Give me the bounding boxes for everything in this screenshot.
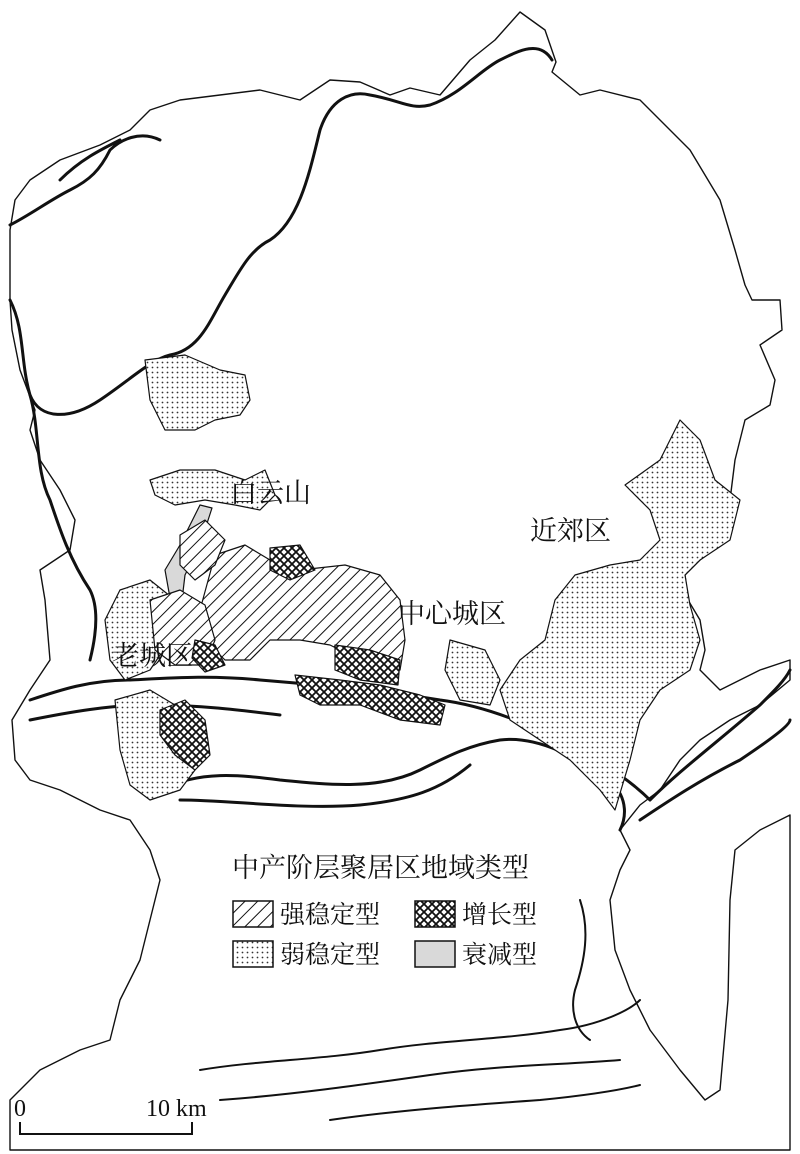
river-north-west: [10, 48, 552, 414]
legend-label-decline: 衰减型: [462, 940, 538, 969]
legend-swatch-weak-stable: [233, 941, 273, 967]
label-suburb: 近郊区: [530, 516, 611, 547]
label-central-city: 中心城区: [398, 599, 506, 630]
river-west-down: [30, 395, 96, 660]
legend-label-growth: 增长型: [462, 900, 538, 929]
legend-title: 中产阶层聚居区地域类型: [232, 853, 529, 884]
scale-start-label: 0: [14, 1096, 26, 1122]
label-old-city: 老城区: [112, 641, 193, 672]
legend-label-strong-stable: 强稳定型: [280, 900, 381, 929]
scale-bar-line: [20, 1122, 192, 1134]
legend-label-weak-stable: 弱稳定型: [280, 940, 381, 969]
legend: [232, 853, 537, 969]
scale-end-label: 10 km: [146, 1096, 207, 1122]
legend-swatch-strong-stable: [233, 901, 273, 927]
zone-weak-stable-central-east: [445, 640, 500, 705]
river-west-branch: [10, 136, 160, 225]
label-baiyunshan: 白云山: [230, 478, 311, 509]
river-east-channel: [573, 900, 590, 1040]
legend-swatch-decline: [415, 941, 455, 967]
zone-growth-riverside: [295, 675, 445, 725]
scale-bar: [14, 1096, 207, 1134]
legend-swatch-growth: [415, 901, 455, 927]
pearl-river-south: [160, 739, 624, 830]
river-east-estuary: [640, 670, 790, 820]
zone-weak-stable-north: [145, 355, 250, 430]
